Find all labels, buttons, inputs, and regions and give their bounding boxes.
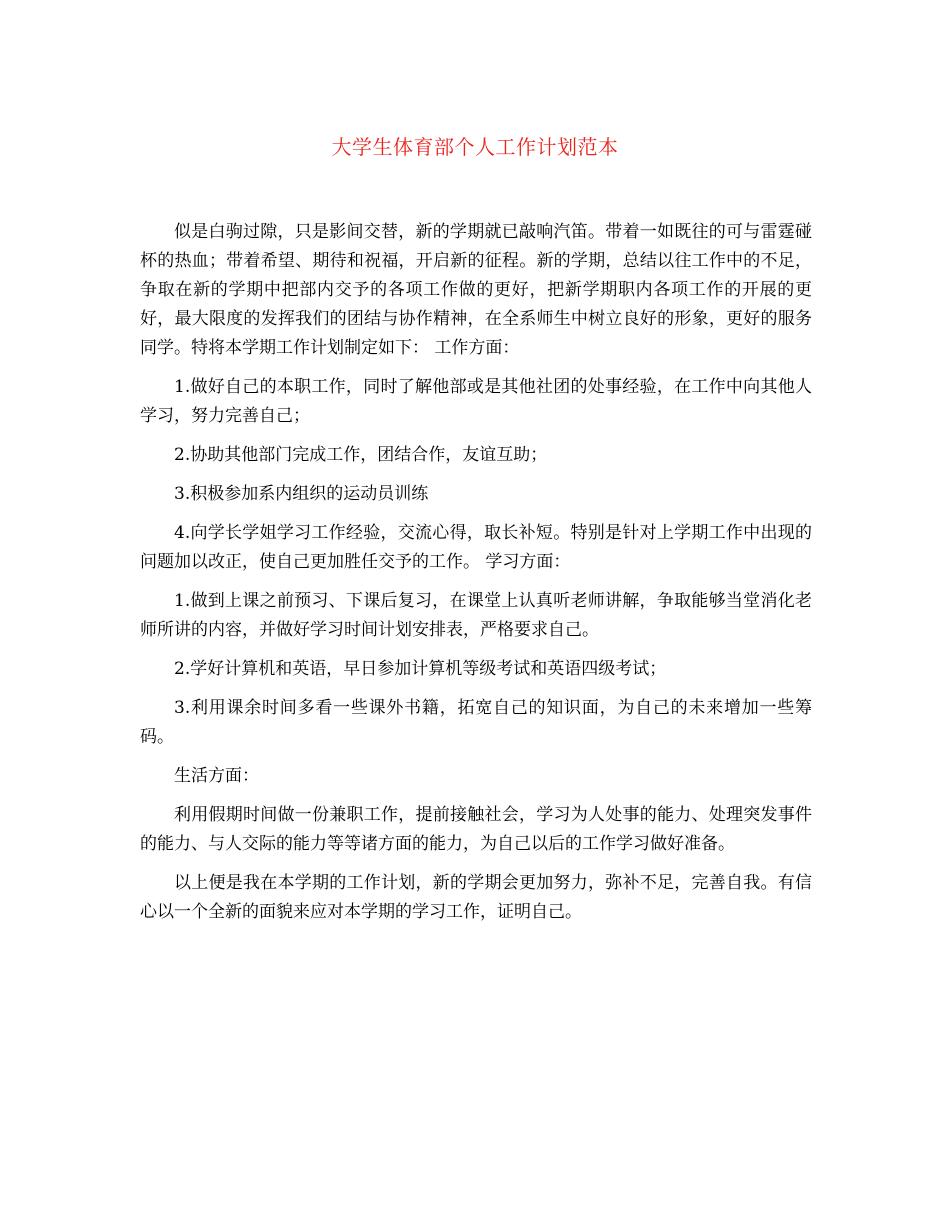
paragraph-life: 利用假期时间做一份兼职工作，提前接触社会，学习为人处事的能力、处理突发事件的能力、与人交际的能力等等诸方面的能力，为自己以后的工作学习做好准备。 bbox=[140, 805, 812, 854]
paragraph-life-heading: 生活方面： bbox=[174, 766, 259, 786]
document-title: 大学生体育部个人工作计划范本 bbox=[331, 135, 619, 159]
paragraph-work-2: 2.协助其他部门完成工作，团结合作，友谊互助； bbox=[174, 445, 548, 465]
document-body bbox=[140, 218, 812, 937]
paragraph-conclusion: 以上便是我在本学期的工作计划，新的学期会更加努力，弥补不足，完善自我。有信心以一个全新的面貌来应对本学期的学习工作，证明自己。 bbox=[140, 873, 812, 922]
paragraph-intro: 似是白驹过隙，只是影间交替，新的学期就已敲响汽笛。带着一如既往的可与雷霆碰杯的热血；带着希望、期待和祝福，开启新的征程。新的学期，总结以往工作中的不足，争取在新的学期中把部内交予的各项工作做的更好，把新学期职内各项工作的开展的更好，最大限度的发挥我们的团结与协作精神，在全系师生中树立良好的形象，更好的服务同学。特将本学期工作计划制定如下： 工作方面： bbox=[140, 222, 812, 358]
paragraph-work-4: 4.向学长学姐学习工作经验，交流心得，取长补短。特别是针对上学期工作中出现的问题加以改正，使自己更加胜任交予的工作。 学习方面： bbox=[140, 523, 812, 572]
paragraph-work-3: 3.积极参加系内组织的运动员训练 bbox=[174, 484, 429, 504]
paragraph-study-3: 3.利用课余时间多看一些课外书籍，拓宽自己的知识面，为自己的未来增加一些筹码。 bbox=[140, 698, 812, 747]
paragraph-work-1: 1.做好自己的本职工作，同时了解他部或是其他社团的处事经验，在工作中向其他人学习，努力完善自己； bbox=[140, 377, 812, 426]
paragraph-study-1: 1.做到上课之前预习、下课后复习，在课堂上认真听老师讲解，争取能够当堂消化老师所讲的内容，并做好学习时间计划安排表，严格要求自己。 bbox=[140, 591, 812, 640]
paragraph-study-2: 2.学好计算机和英语，早日参加计算机等级考试和英语四级考试； bbox=[174, 659, 667, 679]
